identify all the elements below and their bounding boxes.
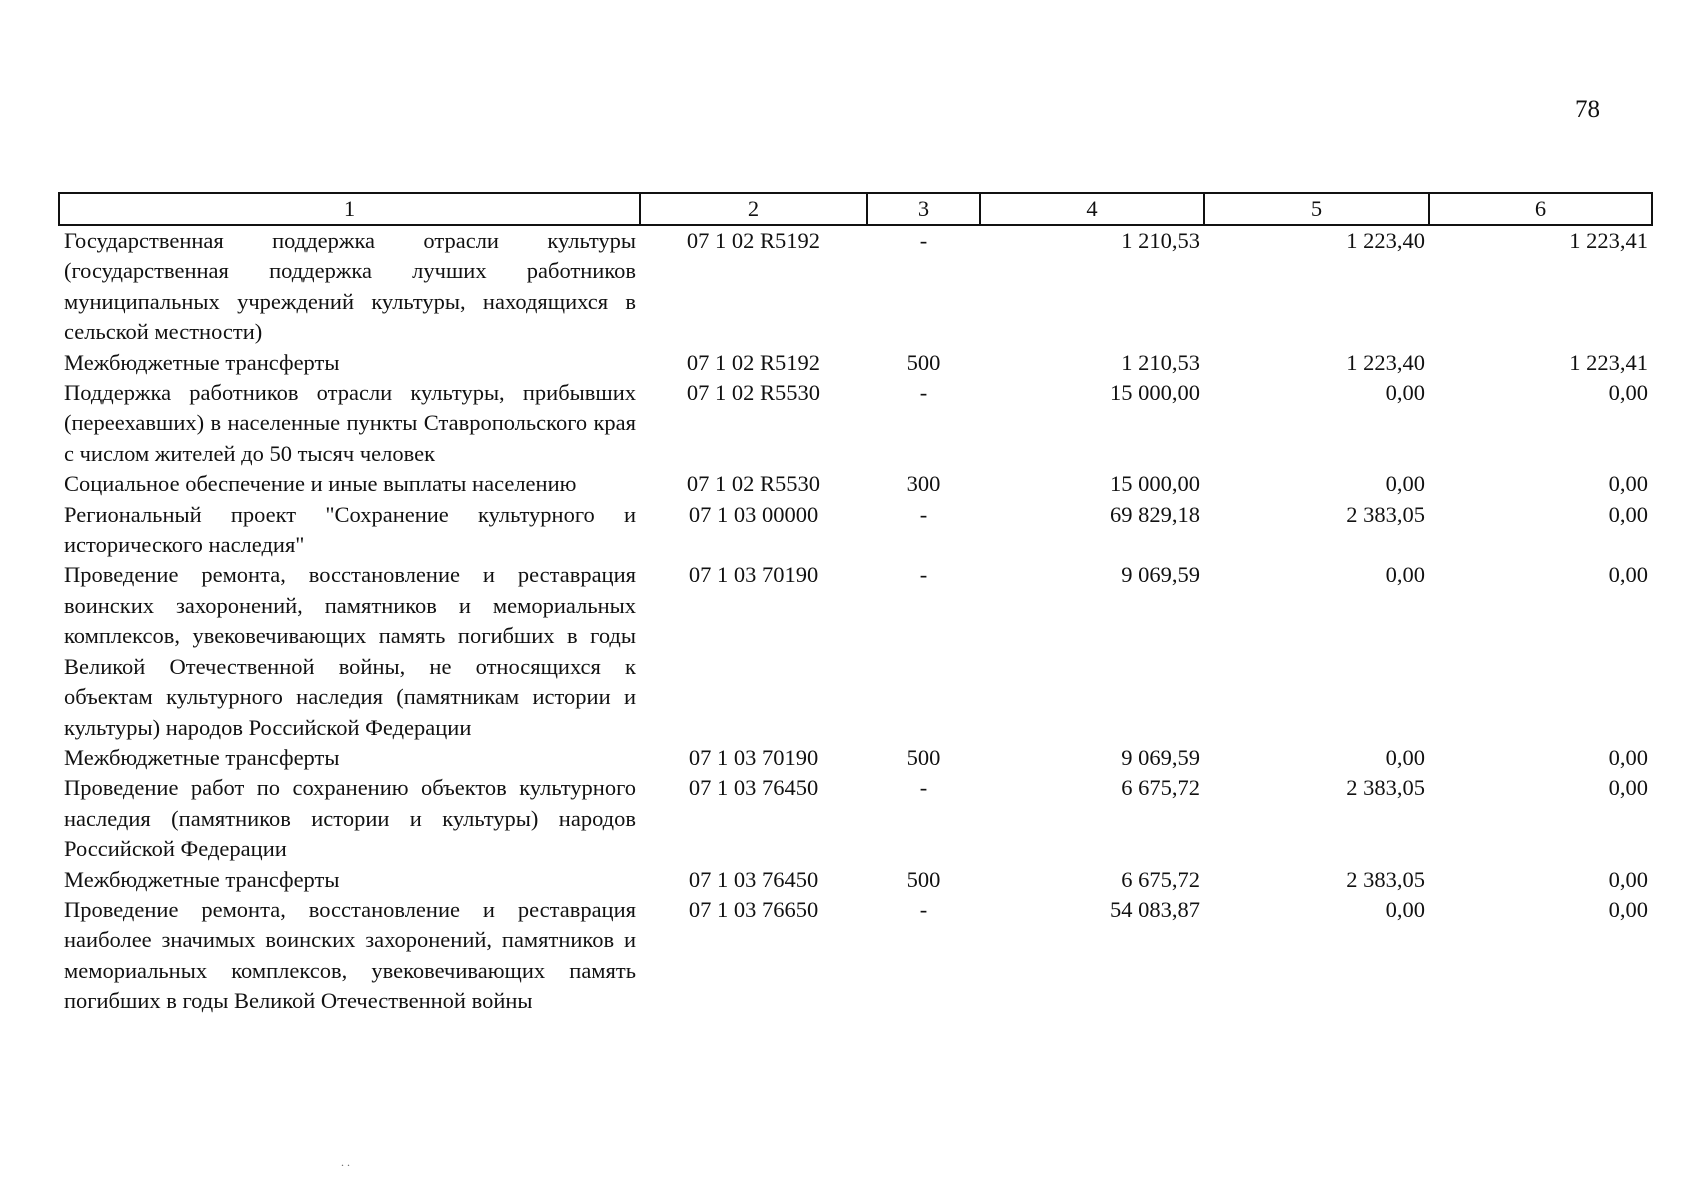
row-type: - [919, 562, 928, 588]
row-value-4: 9 069,59 [1121, 744, 1200, 770]
row-code: 07 1 02 R5530 [686, 380, 821, 406]
row-value-5: 0,00 [1385, 744, 1425, 770]
row-value-5: 0,00 [1385, 562, 1425, 588]
row-code: 07 1 03 70190 [688, 744, 819, 770]
table-row [59, 895, 1652, 1017]
row-value-4: 15 000,00 [1110, 471, 1200, 497]
row-type: - [919, 228, 928, 253]
row-value-6: 0,00 [1608, 380, 1648, 406]
row-value-5: 2 383,05 [1346, 866, 1425, 892]
table-row [59, 225, 1652, 348]
row-name: Проведение работ по сохранению объектов культурного наследия (памятников истории и культуры) народов Российской Федерации [64, 775, 636, 862]
row-value-6: 0,00 [1608, 562, 1648, 588]
row-value-5: 2 383,05 [1346, 501, 1425, 527]
row-name: Социальное обеспечение и иные выплаты населению [64, 471, 577, 497]
row-value-6: 0,00 [1608, 896, 1648, 922]
row-code: 07 1 03 76450 [688, 775, 819, 801]
row-code: 07 1 03 76650 [688, 896, 819, 922]
row-value-6: 1 223,41 [1569, 228, 1648, 253]
row-value-4: 6 675,72 [1121, 866, 1200, 892]
row-type: - [919, 501, 928, 527]
row-name: Поддержка работников отрасли культуры, прибывших (переехавших) в населенные пункты Ставропольского края с числом жителей до 50 тысяч человек [64, 380, 636, 466]
row-value-4: 15 000,00 [1110, 380, 1200, 406]
row-value-5: 0,00 [1385, 380, 1425, 406]
table-row [59, 865, 1652, 895]
row-value-5: 1 223,40 [1346, 228, 1425, 253]
row-value-6: 0,00 [1608, 471, 1648, 497]
row-value-4: 1 210,53 [1121, 228, 1200, 253]
row-value-6: 0,00 [1608, 866, 1648, 892]
column-header-6: 6 [1429, 193, 1652, 225]
row-code: 07 1 02 R5192 [686, 228, 821, 253]
header-row [59, 193, 1652, 225]
table-row [59, 743, 1652, 773]
row-value-5: 1 223,40 [1346, 349, 1425, 375]
table-row [59, 560, 1652, 742]
column-header-3: 3 [867, 193, 980, 225]
row-type: 500 [906, 866, 941, 892]
row-code: 07 1 03 76450 [688, 866, 819, 892]
row-name: Межбюджетные трансферты [64, 866, 340, 892]
row-value-5: 0,00 [1385, 471, 1425, 497]
page-number: 78 [1575, 96, 1600, 123]
row-code: 07 1 02 R5530 [686, 471, 821, 497]
row-value-4: 6 675,72 [1121, 775, 1200, 801]
row-value-6: 1 223,41 [1569, 349, 1648, 375]
row-value-4: 9 069,59 [1121, 562, 1200, 588]
column-header-4: 4 [980, 193, 1204, 225]
row-name: Проведение ремонта, восстановление и реставрация воинских захоронений, памятников и мемориальных комплексов, увековечивающих память погибших в годы Великой Отечественной войны, не относящихся к объектам культурного наследия (памятникам истории и культуры) народов Российской Федерации [64, 562, 636, 740]
table-row [59, 500, 1652, 561]
row-value-6: 0,00 [1608, 775, 1648, 801]
row-value-4: 69 829,18 [1110, 501, 1200, 527]
table-row [59, 469, 1652, 499]
row-name: Межбюджетные трансферты [64, 349, 340, 375]
row-code: 07 1 02 R5192 [686, 349, 821, 375]
row-name: Межбюджетные трансферты [64, 744, 340, 770]
row-type: - [919, 896, 928, 922]
row-name: Государственная поддержка отрасли культуры (государственная поддержка лучших работников муниципальных учреждений культуры, находящихся в сельской местности) [64, 228, 636, 345]
footer-mark: . . [341, 1155, 350, 1169]
row-value-4: 1 210,53 [1121, 349, 1200, 375]
row-type: - [919, 380, 928, 406]
row-name: Региональный проект "Сохранение культурного и исторического наследия" [64, 501, 636, 558]
row-name: Проведение ремонта, восстановление и реставрация наиболее значимых воинских захоронений, памятников и мемориальных комплексов, увековечивающих память погибших в годы Великой Отечественной войны [64, 896, 636, 1014]
row-type: 300 [906, 471, 941, 497]
row-code: 07 1 03 00000 [688, 501, 819, 527]
column-header-2: 2 [640, 193, 867, 225]
row-type: 500 [906, 744, 941, 770]
row-value-6: 0,00 [1608, 501, 1648, 527]
table-row [59, 348, 1652, 378]
row-type: 500 [906, 349, 941, 375]
row-value-5: 2 383,05 [1346, 775, 1425, 801]
column-header-1: 1 [59, 193, 640, 225]
row-type: - [919, 775, 928, 801]
table-row [59, 773, 1652, 864]
column-header-5: 5 [1204, 193, 1429, 225]
budget-table [58, 192, 1653, 1017]
row-value-4: 54 083,87 [1110, 896, 1200, 922]
table-row [59, 378, 1652, 469]
row-value-6: 0,00 [1608, 744, 1648, 770]
row-value-5: 0,00 [1385, 896, 1425, 922]
row-code: 07 1 03 70190 [688, 562, 819, 588]
